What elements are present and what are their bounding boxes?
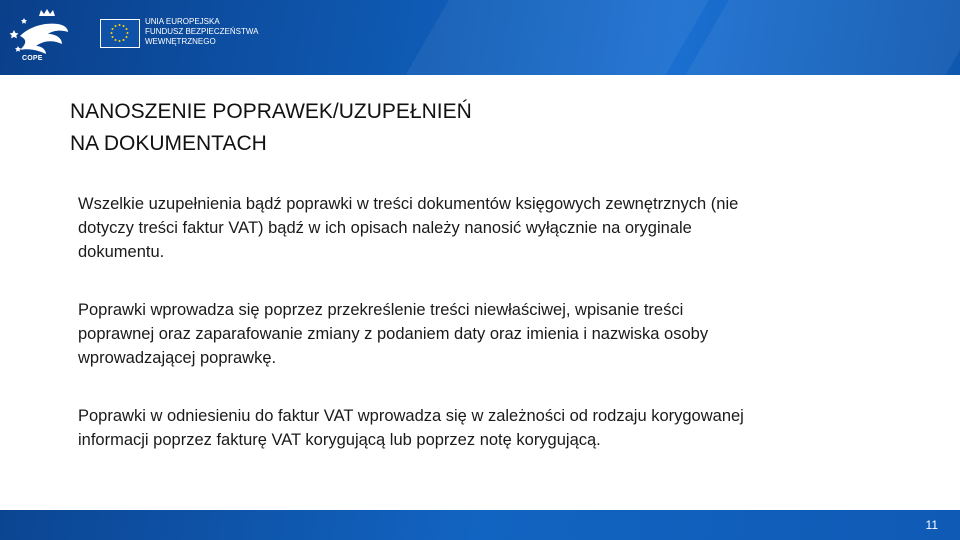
paragraph-line: Wszelkie uzupełnienia bądź poprawki w treści dokumentów księgowych zewnętrznych (nie: [78, 195, 739, 213]
eu-label-line: WEWNĘTRZNEGO: [145, 37, 216, 46]
eu-label-line: UNIA EUROPEJSKA: [145, 17, 220, 26]
paragraph-line: Poprawki wprowadza się poprzez przekreślenie treści niewłaściwej, wpisanie treści: [78, 301, 684, 319]
page-number: 11: [925, 518, 938, 532]
paragraph-line: Poprawki w odniesieniu do faktur VAT wprowadza się w zależności od rodzaju korygowanej: [78, 407, 744, 425]
paragraph: [78, 192, 918, 264]
eu-fund-label: [145, 17, 258, 47]
slide-body: [78, 192, 918, 486]
title-line: NA DOKUMENTACH: [70, 132, 267, 155]
slide-title: [70, 96, 770, 160]
eu-flag-icon: [100, 19, 140, 48]
footer-band: [0, 510, 960, 540]
paragraph-line: wprowadzającej poprawkę.: [78, 349, 277, 367]
paragraph-line: informacji poprzez fakturę VAT korygującą lub poprzez notę korygującą.: [78, 431, 601, 449]
eu-label-line: FUNDUSZ BEZPIECZEŃSTWA: [145, 27, 259, 36]
title-line: NANOSZENIE POPRAWEK/UZUPEŁNIEŃ: [70, 100, 472, 123]
paragraph: [78, 298, 918, 370]
paragraph-line: dokumentu.: [78, 243, 165, 261]
header-decoration: [368, 0, 732, 75]
paragraph: [78, 404, 918, 452]
header-band: [0, 0, 960, 75]
paragraph-line: poprawnej oraz zaparafowanie zmiany z podaniem daty oraz imienia i nazwiska osoby: [78, 325, 709, 343]
paragraph-line: dotyczy treści faktur VAT) bądź w ich opisach należy nanosić wyłącznie na oryginale: [78, 219, 692, 237]
cope-logo-text: COPE: [22, 55, 43, 62]
